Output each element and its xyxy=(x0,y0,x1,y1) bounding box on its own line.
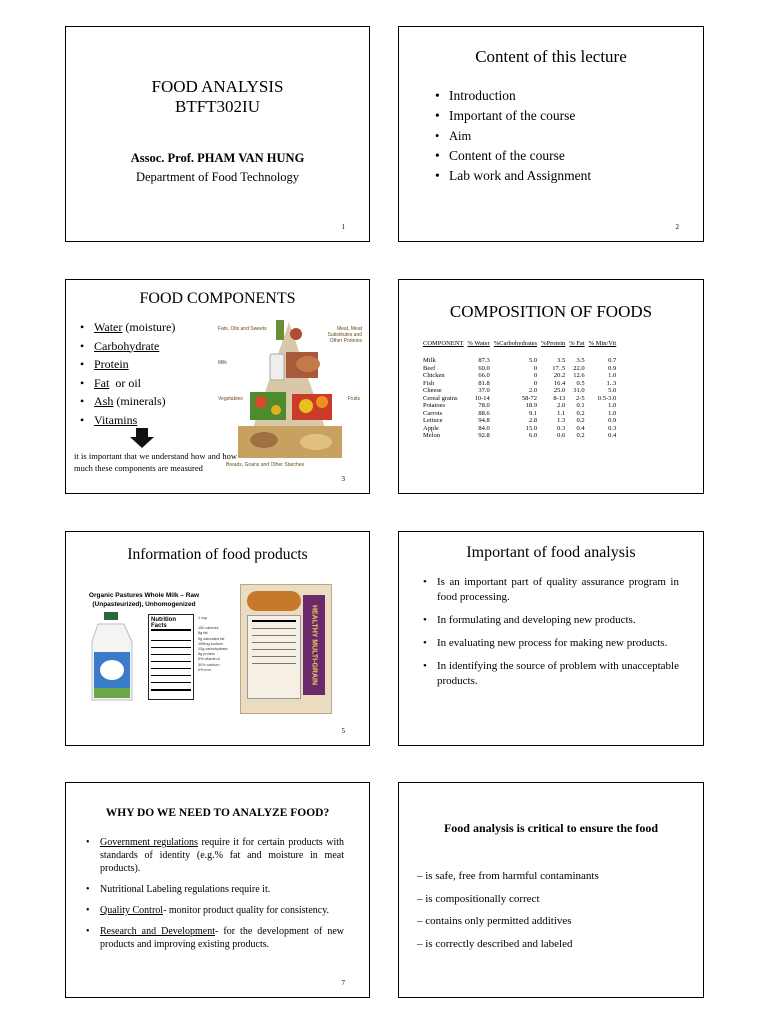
slide-7 xyxy=(65,782,370,998)
slide-5 xyxy=(65,531,370,746)
value-cell: 0 xyxy=(533,372,538,379)
slide-title: WHY DO WE NEED TO ANALYZE FOOD? xyxy=(105,807,330,819)
list-item: • Water (moisture) xyxy=(80,318,175,337)
food-name-cell: Lettuce xyxy=(423,417,443,424)
table-row xyxy=(423,432,620,440)
page-number: 7 xyxy=(341,979,345,987)
list-item: • Carbohydrate xyxy=(80,337,175,356)
list-item: • Aim xyxy=(435,126,591,146)
value-cell: 9.1 xyxy=(528,409,538,417)
value-cell: 1.0 xyxy=(608,409,617,417)
list-item: • Important of the course xyxy=(435,106,591,126)
list-item: – contains only permitted additives xyxy=(417,915,572,927)
list-item: • Government regulations require it for certain products with standards of identity (e.g.% fat and moisture in meat products). xyxy=(86,836,344,875)
food-name-cell: Melon xyxy=(423,432,440,439)
value-cell: 37.0 xyxy=(478,387,490,394)
note-text: it is important that we understand how and how much these components are measured xyxy=(74,451,237,473)
food-name-cell: Fish xyxy=(423,379,435,387)
value-cell: 6.0 xyxy=(528,432,538,439)
slide-4 xyxy=(398,279,704,494)
down-arrow-icon xyxy=(130,428,154,448)
list-item: • Research and Development- for the development of new products and improving existing products. xyxy=(86,925,344,951)
value-cell: 17..5 xyxy=(552,364,566,372)
table-row xyxy=(423,410,620,418)
value-cell: 20.2 xyxy=(553,372,566,379)
value-cell: 1..3 xyxy=(606,379,617,387)
slide-title: Content of this lecture xyxy=(475,47,627,66)
list-item: • Protein xyxy=(80,355,175,374)
table-row xyxy=(423,380,620,388)
value-cell: 2.0 xyxy=(557,402,566,409)
value-cell: 0.9 xyxy=(608,364,617,372)
value-cell: 2.0 xyxy=(528,387,538,394)
table-row xyxy=(423,357,620,365)
slide-title: COMPOSITION OF FOODS xyxy=(449,302,653,321)
value-cell: 3.5 xyxy=(557,357,566,364)
pyramid-label-fats: Fats, Oils and Sweets xyxy=(218,326,267,332)
list-item: • Introduction xyxy=(435,86,591,106)
list-item: • Lab work and Assignment xyxy=(435,166,591,186)
value-cell: 0.1 xyxy=(576,402,585,409)
food-pyramid-image xyxy=(216,314,362,472)
slide-heading: Food analysis is critical to ensure the food xyxy=(443,821,659,835)
value-cell: 1.0 xyxy=(608,372,617,379)
milk-caption: Organic Pastures Whole Milk – Raw (Unpasteurized), Unhomogenized xyxy=(88,592,200,608)
food-name-cell: Apple xyxy=(423,424,439,432)
value-cell: 0.2 xyxy=(576,432,585,439)
list-item: • Nutritional Labeling regulations require it. xyxy=(86,883,344,896)
value-cell: 1.0 xyxy=(608,402,617,409)
value-cell: 5.0 xyxy=(528,357,538,364)
slide-8 xyxy=(398,782,704,998)
slide-3 xyxy=(65,279,370,494)
value-cell: 1.3 xyxy=(557,417,566,424)
list-item: • Fat or oil xyxy=(80,374,175,393)
list-item: – is correctly described and labeled xyxy=(417,937,573,950)
value-cell: 0.5-3.0 xyxy=(597,394,617,402)
value-cell: 31.0 xyxy=(573,387,585,394)
list-item: • Vitamins xyxy=(80,411,175,430)
value-cell: 25.0 xyxy=(553,387,566,394)
value-cell: 88.6 xyxy=(478,409,490,417)
slide-title: Information of food products xyxy=(127,546,308,563)
table-row xyxy=(423,365,620,373)
milk-jug-image xyxy=(90,612,134,704)
food-name-cell: Beef xyxy=(423,364,436,372)
value-cell: 0.6 xyxy=(557,432,566,439)
author: Assoc. Prof. PHAM VAN HUNG xyxy=(130,151,305,165)
value-cell: 18.9 xyxy=(525,402,538,409)
food-name-cell: Cereal grains xyxy=(423,394,458,402)
value-cell: 0.9 xyxy=(608,417,617,424)
importance-list xyxy=(423,575,679,689)
value-cell: 0.7 xyxy=(608,357,617,364)
table-header-row: COMPONENT % Water %Carbohydrates %Protein % Fat % Min/Vit xyxy=(423,340,617,347)
bread-package-image xyxy=(240,584,332,714)
slide-6 xyxy=(398,531,704,746)
value-cell: 0 xyxy=(533,379,538,387)
page-number: 1 xyxy=(341,223,345,231)
list-item: • Quality Control- monitor product quality for consistency. xyxy=(86,904,344,917)
list-item: – is compositionally correct xyxy=(417,892,540,905)
value-cell: 0.3 xyxy=(608,424,617,432)
table-row xyxy=(423,402,620,410)
table-row xyxy=(423,425,620,433)
value-cell: 0.2 xyxy=(576,417,585,424)
value-cell: 12.6 xyxy=(573,372,585,379)
pyramid-label-vegetables: Vegetables xyxy=(218,396,243,402)
value-cell: 66.0 xyxy=(478,372,490,379)
food-name-cell: Carrots xyxy=(423,409,443,417)
value-cell: 92.8 xyxy=(478,432,490,439)
lecture-contents-list xyxy=(435,86,591,186)
nutrition-facts-label: Nutrition Facts xyxy=(148,614,194,700)
value-cell: 0.4 xyxy=(576,424,585,432)
slide-title: FOOD COMPONENTS xyxy=(139,290,296,307)
value-cell: 16.4 xyxy=(553,379,566,387)
value-cell: 81.8 xyxy=(478,379,490,387)
composition-table xyxy=(423,340,620,440)
pyramid-label-breads: Breads, Grains and Other Starches xyxy=(226,462,305,468)
department: Department of Food Technology xyxy=(135,170,300,184)
bread-side-text: HEALTHY MULTI-GRAIN xyxy=(310,604,318,686)
table-row xyxy=(423,395,620,403)
slide-2 xyxy=(398,26,704,242)
value-cell: 0 xyxy=(533,364,538,372)
course-title: FOOD ANALYSIS BTFT302IU xyxy=(151,77,284,116)
value-cell: 84.0 xyxy=(478,424,490,432)
list-item: • Ash (minerals) xyxy=(80,392,175,411)
components-list xyxy=(80,318,175,429)
page-number: 3 xyxy=(341,475,345,483)
list-item: • Content of the course xyxy=(435,146,591,166)
value-cell: 0.4 xyxy=(608,432,617,439)
value-cell: 78.0 xyxy=(478,402,490,409)
list-item: • In identifying the source of problem with unacceptable products. xyxy=(423,659,679,689)
value-cell: 15.0 xyxy=(525,424,538,432)
list-item: – is safe, free from harmful contaminants xyxy=(417,870,599,882)
list-item: • In evaluating new process for making new products. xyxy=(423,636,679,651)
value-cell: 3.5 xyxy=(576,357,585,364)
value-cell: 22.0 xyxy=(573,364,585,372)
page-number: 2 xyxy=(675,223,679,231)
value-cell: 5.0 xyxy=(608,387,617,394)
pyramid-label-fruits: Fruits xyxy=(347,396,360,402)
reasons-list xyxy=(86,836,344,951)
list-item: • In formulating and developing new products. xyxy=(423,613,679,628)
food-name-cell: Chicken xyxy=(423,372,445,379)
page-number: 5 xyxy=(341,727,345,735)
table-row xyxy=(423,387,620,395)
table-row xyxy=(423,372,620,380)
nutrient-summary: 1 cup 150 calories 8g fat 5g saturated fat 105mg sodium 12g carbohydrate 8g protein 6% vitamin A 30% calcium 0% iron xyxy=(198,616,228,672)
pyramid-label-milk: Milk xyxy=(218,360,227,366)
criteria-list xyxy=(417,865,599,955)
value-cell: 60.0 xyxy=(478,364,490,372)
value-cell: 0.5 xyxy=(576,379,585,387)
value-cell: 1.1 xyxy=(557,409,566,417)
slide-title: Important of food analysis xyxy=(466,544,636,561)
slide-1 xyxy=(65,26,370,242)
food-name-cell: Potatoes xyxy=(423,402,446,409)
value-cell: 94.8 xyxy=(478,417,490,424)
value-cell: 2-5 xyxy=(575,394,585,402)
table-row xyxy=(423,417,620,425)
value-cell: 10-14 xyxy=(474,394,490,402)
value-cell: 58-72 xyxy=(521,394,538,402)
food-name-cell: Cheese xyxy=(423,387,442,394)
value-cell: 8-13 xyxy=(553,394,566,402)
pyramid-label-meat: Meat, Meat Substitutes and Other Proteins xyxy=(327,326,362,344)
value-cell: 0.2 xyxy=(576,409,585,417)
food-name-cell: Milk xyxy=(423,357,436,364)
value-cell: 0.3 xyxy=(557,424,566,432)
list-item: • Is an important part of quality assurance program in food processing. xyxy=(423,575,679,605)
value-cell: 2.8 xyxy=(528,417,538,424)
value-cell: 87.3 xyxy=(478,357,490,364)
